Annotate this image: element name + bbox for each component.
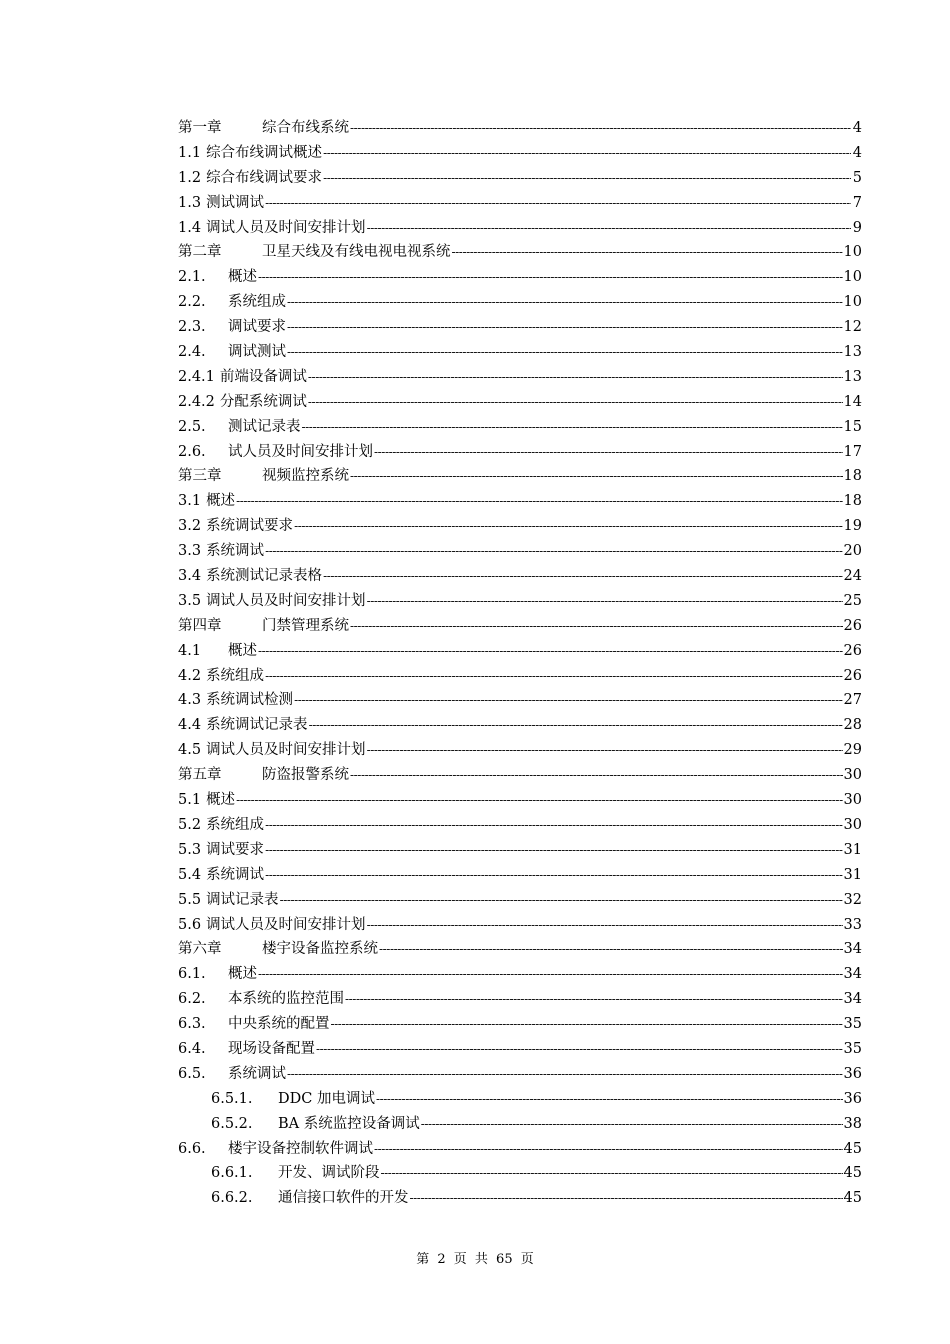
- toc-leader-dashes: [287, 1062, 843, 1087]
- toc-entry-title: 调试人员及时间安排计划: [206, 592, 366, 609]
- toc-leader-dashes: [421, 1112, 843, 1137]
- toc-entry[interactable]: [178, 962, 862, 987]
- toc-entry-page: 32: [843, 891, 862, 908]
- toc-entry-page: 36: [843, 1090, 862, 1107]
- toc-entry-title: 系统调试检测: [206, 692, 294, 709]
- toc-entry-page: 26: [843, 617, 862, 634]
- toc-entry-title: 概述: [228, 642, 257, 659]
- toc-leader-dashes: [265, 813, 842, 838]
- toc-entry-page: 4: [852, 120, 862, 136]
- toc-entry-number: 3.3: [178, 543, 202, 560]
- toc-entry[interactable]: [178, 888, 862, 913]
- toc-entry-title: 防盗报警系统: [262, 767, 349, 784]
- toc-leader-dashes: [302, 415, 843, 440]
- toc-leader-dashes: [350, 614, 843, 639]
- toc-entry-number: 第六章: [178, 941, 222, 958]
- toc-entry[interactable]: [178, 639, 862, 664]
- toc-leader-dashes: [309, 713, 843, 738]
- toc-entry[interactable]: [178, 1161, 862, 1186]
- toc-entry-number: 2.3.: [178, 319, 206, 336]
- toc-leader-dashes: [367, 913, 843, 938]
- toc-entry-title: 系统测试记录表格: [206, 568, 323, 585]
- toc-entry-page: 12: [843, 319, 862, 336]
- toc-entry-title: 试人员及时间安排计划: [228, 443, 373, 460]
- toc-entry-page: 13: [843, 344, 862, 361]
- toc-leader-dashes: [265, 664, 842, 689]
- toc-entry-number: 5.4: [178, 866, 202, 883]
- toc-entry-number: 6.5.2.: [211, 1115, 253, 1132]
- toc-entry-page: 18: [843, 493, 862, 510]
- toc-entry-page: 45: [843, 1190, 862, 1207]
- toc-entry-page: 10: [843, 294, 862, 311]
- toc-entry-title: 概述: [228, 966, 257, 983]
- page-footer: 第 2 页 共 65 页: [416, 1252, 534, 1267]
- toc-entry[interactable]: [178, 265, 862, 290]
- toc-entry-number: 5.6: [178, 916, 202, 933]
- toc-entry-number: 6.6.1.: [211, 1165, 253, 1182]
- toc-entry-page: 28: [843, 717, 862, 734]
- toc-entry[interactable]: [178, 365, 862, 390]
- toc-entry-page: 30: [843, 767, 862, 784]
- toc-entry-title: 概述: [206, 493, 236, 510]
- toc-leader-dashes: [265, 863, 842, 888]
- toc-entry-number: 2.4.1: [178, 368, 215, 385]
- toc-entry[interactable]: [178, 464, 862, 489]
- toc-entry[interactable]: [178, 788, 862, 813]
- toc-entry-page: 5: [852, 169, 862, 186]
- toc-entry[interactable]: [178, 738, 862, 763]
- toc-leader-dashes: [258, 639, 843, 664]
- toc-entry-page: 45: [843, 1140, 862, 1157]
- toc-entry[interactable]: [178, 290, 862, 315]
- toc-entry-page: 29: [843, 742, 862, 759]
- toc-entry-page: 9: [852, 219, 862, 236]
- toc-entry-title: 现场设备配置: [228, 1040, 315, 1057]
- toc-entry-title: 综合布线调试要求: [206, 169, 323, 186]
- toc-entry-title: 调试要求: [206, 841, 265, 858]
- toc-entry-number: 1.3: [178, 194, 202, 211]
- toc-entry-number: 4.4: [178, 717, 202, 734]
- toc-entry-number: 4.1: [178, 642, 202, 659]
- toc-entry[interactable]: [178, 763, 862, 788]
- toc-entry-title: 系统调试: [206, 866, 265, 883]
- toc-leader-dashes: [376, 1087, 843, 1112]
- toc-leader-dashes: [381, 1161, 843, 1186]
- toc-entry-page: 20: [843, 543, 862, 560]
- toc-leader-dashes: [265, 191, 851, 216]
- toc-entry-title: 楼宇设备控制软件调试: [228, 1140, 373, 1157]
- toc-entry[interactable]: [178, 813, 862, 838]
- toc-entry-page: 18: [843, 468, 862, 485]
- toc-leader-dashes: [379, 937, 843, 962]
- toc-entry[interactable]: [178, 141, 862, 166]
- toc-entry-number: 2.5.: [178, 418, 206, 435]
- toc-entry[interactable]: [178, 1012, 862, 1037]
- toc-entry-page: 4: [852, 144, 862, 161]
- toc-leader-dashes: [410, 1186, 843, 1211]
- toc-entry-page: 25: [843, 592, 862, 609]
- toc-leader-dashes: [345, 987, 843, 1012]
- toc-entry-number: 1.2: [178, 169, 202, 186]
- toc-leader-dashes: [316, 1037, 843, 1062]
- toc-entry-title: 系统调试记录表: [206, 717, 308, 734]
- toc-entry-number: 第三章: [178, 468, 222, 485]
- toc-entry-page: 30: [843, 816, 862, 833]
- toc-entry[interactable]: [178, 166, 862, 191]
- toc-entry[interactable]: [178, 664, 862, 689]
- toc-entry-page: 34: [843, 966, 862, 983]
- toc-entry-number: 4.2: [178, 667, 202, 684]
- toc-entry-number: 4.5: [178, 742, 202, 759]
- toc-entry-number: 1.4: [178, 219, 202, 236]
- toc-entry-title: DDC 加电调试: [278, 1090, 375, 1107]
- toc-entry-number: 2.2.: [178, 294, 206, 311]
- toc-leader-dashes: [452, 240, 843, 265]
- toc-leader-dashes: [287, 290, 843, 315]
- toc-entry-title: 系统调试要求: [206, 518, 294, 535]
- toc-entry-title: 概述: [206, 792, 236, 809]
- toc-entry-title: 门禁管理系统: [262, 617, 349, 634]
- toc-leader-dashes: [258, 962, 843, 987]
- toc-entry-page: 27: [843, 692, 862, 709]
- toc-leader-dashes: [323, 166, 851, 191]
- toc-leader-dashes: [265, 838, 842, 863]
- toc-entry-page: 33: [843, 916, 862, 933]
- toc-entry-number: 第五章: [178, 767, 222, 784]
- toc-entry-number: 5.5: [178, 891, 202, 908]
- toc-entry-number: 3.5: [178, 592, 202, 609]
- toc-entry[interactable]: [178, 1137, 862, 1162]
- toc-entry[interactable]: [178, 191, 862, 216]
- toc-entry-title: 系统调试: [228, 1065, 286, 1082]
- toc-entry-title: 调试人员及时间安排计划: [206, 916, 366, 933]
- toc-entry-number: 5.3: [178, 841, 202, 858]
- toc-entry-page: 30: [843, 792, 862, 809]
- toc-entry[interactable]: [178, 489, 862, 514]
- toc-leader-dashes: [236, 788, 842, 813]
- toc-entry[interactable]: [178, 1112, 862, 1137]
- toc-entry-page: 15: [843, 418, 862, 435]
- toc-leader-dashes: [323, 141, 851, 166]
- toc-leader-dashes: [350, 116, 851, 141]
- toc-entry-page: 36: [843, 1065, 862, 1082]
- toc-entry-number: 6.6.: [178, 1140, 206, 1157]
- toc-entry-number: 6.5.1.: [211, 1090, 253, 1107]
- toc-entry-title: 卫星天线及有线电视电视系统: [262, 244, 451, 261]
- toc-entry-page: 19: [843, 518, 862, 535]
- toc-entry-number: 3.4: [178, 568, 202, 585]
- toc-entry-page: 13: [843, 368, 862, 385]
- toc-entry-page: 31: [843, 841, 862, 858]
- toc-leader-dashes: [258, 265, 843, 290]
- toc-entry-page: 10: [843, 269, 862, 286]
- toc-entry-number: 6.2.: [178, 991, 206, 1008]
- toc-entry-title: 调试测试: [228, 344, 286, 361]
- toc-entry[interactable]: [178, 240, 862, 265]
- toc-entry-page: 26: [843, 642, 862, 659]
- toc-entry-title: 前端设备调试: [219, 368, 307, 385]
- toc-leader-dashes: [236, 489, 842, 514]
- toc-leader-dashes: [331, 1012, 843, 1037]
- toc-entry-page: 35: [843, 1040, 862, 1057]
- toc-entry-number: 2.4.: [178, 344, 206, 361]
- toc-entry-page: 35: [843, 1016, 862, 1033]
- toc-entry-title: 系统组成: [206, 667, 265, 684]
- toc-entry[interactable]: [178, 1037, 862, 1062]
- toc-entry-title: BA 系统监控设备调试: [278, 1115, 420, 1132]
- toc-entry-title: 系统调试: [206, 543, 265, 560]
- toc-entry-page: 17: [843, 443, 862, 460]
- toc-entry[interactable]: [178, 564, 862, 589]
- toc-entry-page: 14: [843, 393, 862, 410]
- toc-entry-number: 第一章: [178, 120, 222, 136]
- toc-entry-page: 34: [843, 991, 862, 1008]
- toc-entry[interactable]: [178, 1062, 862, 1087]
- toc-entry-page: 45: [843, 1165, 862, 1182]
- toc-entry-title: 调试人员及时间安排计划: [206, 742, 366, 759]
- toc-entry-number: 6.5.: [178, 1065, 206, 1082]
- toc-entry-number: 5.1: [178, 792, 202, 809]
- toc-entry-title: 调试记录表: [206, 891, 279, 908]
- toc-entry-title: 楼宇设备监控系统: [262, 941, 378, 958]
- toc-entry[interactable]: [178, 614, 862, 639]
- toc-entry-title: 分配系统调试: [219, 393, 307, 410]
- toc-leader-dashes: [287, 315, 843, 340]
- toc-entry[interactable]: [178, 987, 862, 1012]
- toc-entry-title: 视频监控系统: [262, 468, 349, 485]
- toc-entry-page: 31: [843, 866, 862, 883]
- toc-entry-title: 开发、调试阶段: [278, 1165, 380, 1182]
- toc-leader-dashes: [367, 589, 843, 614]
- toc-entry-number: 6.6.2.: [211, 1190, 253, 1207]
- toc-entry-number: 3.1: [178, 493, 202, 510]
- toc-entry-number: 2.6.: [178, 443, 206, 460]
- toc-entry-page: 24: [843, 568, 862, 585]
- toc-entry-number: 2.1.: [178, 269, 206, 286]
- toc-entry-page: 34: [843, 941, 862, 958]
- toc-entry-number: 1.1: [178, 144, 202, 161]
- toc-entry[interactable]: [178, 216, 862, 241]
- toc-leader-dashes: [374, 440, 843, 465]
- toc-leader-dashes: [294, 514, 842, 539]
- toc-leader-dashes: [265, 539, 842, 564]
- toc-entry-number: 第二章: [178, 244, 222, 261]
- toc-leader-dashes: [308, 365, 843, 390]
- toc-entry-title: 综合布线系统: [262, 120, 349, 136]
- toc-leader-dashes: [350, 464, 843, 489]
- toc-entry[interactable]: [178, 415, 862, 440]
- toc-entry-number: 4.3: [178, 692, 202, 709]
- toc-entry-number: 5.2: [178, 816, 202, 833]
- toc-entry-page: 7: [852, 194, 862, 211]
- toc-entry[interactable]: [178, 589, 862, 614]
- toc-entry[interactable]: [178, 713, 862, 738]
- toc-entry[interactable]: [178, 863, 862, 888]
- toc-entry-title: 测试调试: [206, 194, 265, 211]
- toc-entry[interactable]: [178, 116, 862, 141]
- toc-entry-title: 综合布线调试概述: [206, 144, 323, 161]
- toc-entry-number: 6.1.: [178, 966, 206, 983]
- toc-entry-title: 概述: [228, 269, 257, 286]
- toc-entry[interactable]: [178, 1186, 862, 1211]
- toc-entry-title: 中央系统的配置: [228, 1016, 330, 1033]
- toc-entry[interactable]: [178, 514, 862, 539]
- toc-entry[interactable]: [178, 440, 862, 465]
- table-of-contents: [178, 116, 862, 1211]
- toc-entry-page: 10: [843, 244, 862, 261]
- toc-entry-number: 6.3.: [178, 1016, 206, 1033]
- toc-entry-title: 调试人员及时间安排计划: [206, 219, 366, 236]
- toc-entry[interactable]: [178, 315, 862, 340]
- toc-entry[interactable]: [178, 539, 862, 564]
- toc-entry[interactable]: [178, 838, 862, 863]
- toc-leader-dashes: [350, 763, 843, 788]
- toc-entry-title: 系统组成: [228, 294, 286, 311]
- toc-leader-dashes: [367, 738, 843, 763]
- toc-leader-dashes: [323, 564, 842, 589]
- toc-leader-dashes: [367, 216, 851, 241]
- toc-entry-number: 2.4.2: [178, 393, 215, 410]
- toc-entry[interactable]: [178, 937, 862, 962]
- toc-entry[interactable]: [178, 913, 862, 938]
- toc-leader-dashes: [280, 888, 843, 913]
- toc-entry-title: 通信接口软件的开发: [278, 1190, 409, 1207]
- toc-entry-title: 调试要求: [228, 319, 286, 336]
- toc-entry[interactable]: [178, 390, 862, 415]
- toc-entry-number: 第四章: [178, 617, 222, 634]
- toc-entry-title: 本系统的监控范围: [228, 991, 344, 1008]
- toc-leader-dashes: [294, 688, 842, 713]
- toc-entry-page: 26: [843, 667, 862, 684]
- toc-leader-dashes: [308, 390, 843, 415]
- toc-entry[interactable]: [178, 688, 862, 713]
- toc-leader-dashes: [287, 340, 843, 365]
- toc-entry-number: 3.2: [178, 518, 202, 535]
- toc-entry-title: 系统组成: [206, 816, 265, 833]
- toc-entry[interactable]: [178, 1087, 862, 1112]
- toc-entry-number: 6.4.: [178, 1040, 206, 1057]
- toc-leader-dashes: [374, 1137, 843, 1162]
- toc-entry-title: 测试记录表: [228, 418, 301, 435]
- toc-entry[interactable]: [178, 340, 862, 365]
- toc-entry-page: 38: [843, 1115, 862, 1132]
